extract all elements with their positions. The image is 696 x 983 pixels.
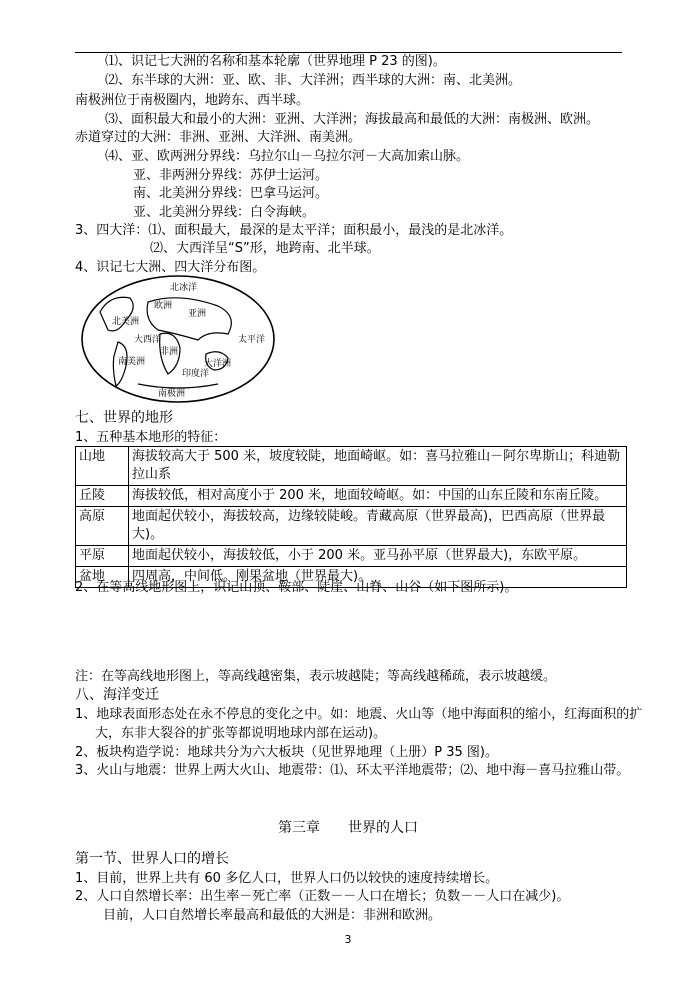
item-plates: 2、板块构造学说：地球共分为六大板块（见世界地理（上册）P 35 图)。 — [75, 745, 498, 760]
terrain-desc: 海拔较高大于 500 米，坡度较陡，地面崎岖。如：喜马拉雅山－阿尔卑斯山；科迪勒拉山系 — [129, 447, 627, 486]
map-label-antarctica: 南极洲 — [158, 389, 186, 399]
item-growth-rate: 2、人口自然增长率：出生率－死亡率（正数－－人口在增长；负数－－人口在减少)。 — [75, 889, 570, 904]
item-volcano: 3、火山与地震：世界上两大火山、地震带：⑴、环太平洋地震带；⑵、地中海－喜马拉雅山带。 — [75, 763, 630, 778]
map-label-south-america: 南美洲 — [118, 357, 146, 367]
item-10: 3、四大洋：⑴、面积最大，最深的是太平洋；面积最小，最浅的是北冰洋。 — [75, 223, 513, 238]
item-12: 4、识记七大洲、四大洋分布图。 — [75, 260, 266, 275]
item-2: ⑵、东半球的大洲：亚、欧、非、大洋洲；西半球的大洲：南、北美洲。 — [105, 73, 522, 88]
chapter-number: 第三章 — [278, 820, 320, 836]
table-row — [76, 486, 627, 507]
item-1: ⑴、识记七大洲的名称和基本轮廓（世界地理 P 23 的图)。 — [105, 54, 446, 69]
map-label-arctic: 北冰洋 — [170, 283, 198, 293]
item-terrain-intro: 1、五种基本地形的特征： — [75, 430, 227, 445]
item-9: 亚、北美洲分界线：白令海峡。 — [133, 205, 316, 220]
item-contour: 2、在等高线地形图上，识记山顶、鞍部、陡崖、山脊、山谷（如下图所示)。 — [75, 580, 518, 595]
item-7: 亚、非两洲分界线：苏伊士运河。 — [133, 168, 329, 183]
section-7-heading: 七、世界的地形 — [75, 410, 173, 426]
terrain-name: 盆地 — [76, 567, 129, 588]
chapter-heading — [0, 817, 696, 837]
item-3: 南极洲位于南极圈内，地跨东、西半球。 — [75, 93, 310, 108]
section-heading: 第一节、世界人口的增长 — [75, 851, 229, 867]
chapter-title: 世界的人口 — [348, 820, 418, 836]
terrain-desc: 地面起伏较小，海拔较高，边缘较陡峻。青藏高原（世界最高)，巴西高原（世界最大)。 — [129, 507, 627, 546]
table-row — [76, 507, 627, 546]
map-label-indian: 印度洋 — [182, 369, 210, 379]
map-label-atlantic: 大西洋 — [134, 335, 162, 345]
item-growth-extremes: 目前，人口自然增长率最高和最低的大洲是：非洲和欧洲。 — [103, 908, 442, 923]
terrain-name: 丘陵 — [76, 486, 129, 507]
terrain-desc: 海拔较低，相对高度小于 200 米，地面较崎岖。如：中国的山东丘陵和东南丘陵。 — [129, 486, 627, 507]
item-8: 南、北美洲分界线：巴拿马运河。 — [133, 186, 329, 201]
item-4: ⑶、面积最大和最小的大洲：亚洲、大洋洲；海拔最高和最低的大洲：南极洲、欧洲。 — [105, 112, 600, 127]
terrain-name: 山地 — [76, 447, 129, 486]
terrain-desc: 四周高，中间低。刚果盆地（世界最大)。 — [129, 567, 627, 588]
note-contour: 注：在等高线地形图上，等高线越密集，表示坡越陡；等高线越稀疏，表示坡越缓。 — [75, 669, 557, 684]
section-8-heading: 八、海洋变迁 — [75, 687, 159, 703]
map-label-asia: 亚洲 — [188, 309, 207, 319]
map-label-oceania: 大洋洲 — [204, 359, 232, 369]
terrain-name: 平原 — [76, 546, 129, 567]
item-earth-change: 1、地球表面形态处在永不停息的变化之中。如：地震、火山等（地中海面积的缩小，红海面积的扩大，东非大裂谷的扩张等都说明地球内部在运动)。 — [75, 707, 643, 741]
item-11: ⑵、大西洋呈“S”形，地跨南、北半球。 — [150, 241, 380, 256]
terrain-table — [75, 446, 627, 588]
map-label-pacific: 太平洋 — [238, 335, 266, 345]
map-label-europe: 欧洲 — [154, 301, 173, 311]
map-label-north-america: 北美洲 — [112, 317, 140, 327]
page-number: 3 — [344, 933, 352, 946]
table-row — [76, 447, 627, 486]
item-5: 赤道穿过的大洲：非洲、亚洲、大洋洲、南美洲。 — [75, 130, 362, 145]
terrain-name: 高原 — [76, 507, 129, 546]
world-map-sketch — [78, 272, 278, 407]
map-label-africa: 非洲 — [160, 347, 179, 357]
table-row — [76, 546, 627, 567]
terrain-desc: 地面起伏较小，海拔较低，小于 200 米。亚马孙平原（世界最大)，东欧平原。 — [129, 546, 627, 567]
item-6: ⑷、亚、欧两洲分界线：乌拉尔山－乌拉尔河－大高加索山脉。 — [105, 149, 470, 164]
item-population: 1、目前，世界上共有 60 多亿人口，世界人口仍以较快的速度持续增长。 — [75, 871, 499, 886]
